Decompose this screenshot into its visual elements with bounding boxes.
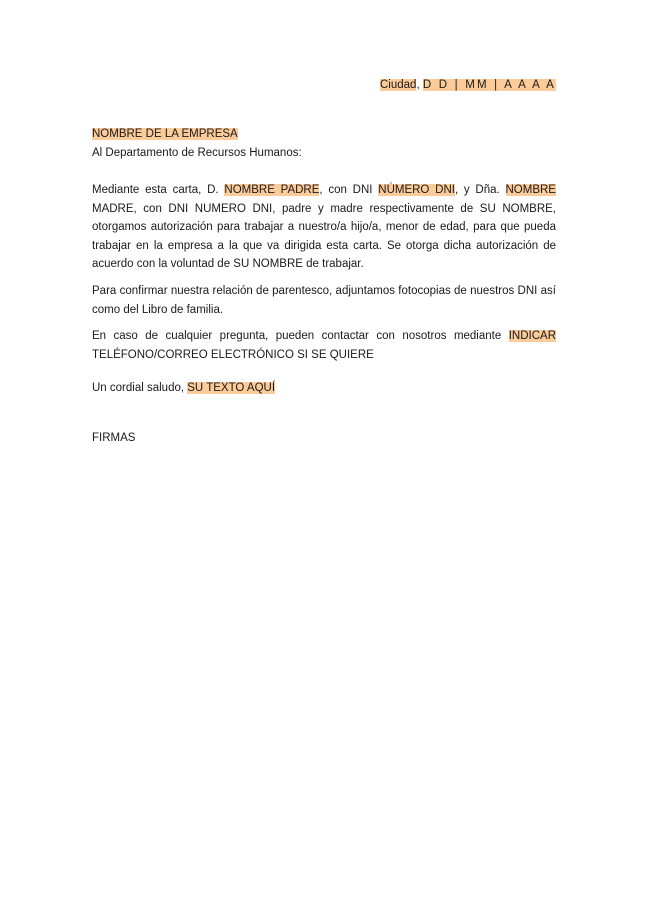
father-name-placeholder: NOMBRE PADRE: [224, 184, 320, 196]
dni-placeholder: NÚMERO DNI: [378, 184, 455, 196]
paragraph-authorization: [92, 181, 556, 274]
mother-name-placeholder: NOMBRE: [505, 184, 556, 196]
company-name-placeholder: NOMBRE DE LA EMPRESA: [92, 128, 238, 140]
closing-placeholder: SU TEXTO AQUÍ: [187, 382, 276, 394]
signatures-label: FIRMAS: [92, 432, 136, 444]
para3-text-1: En caso de cualquier pregunta, pueden contactar con nosotros mediante: [92, 330, 509, 342]
para1-text-2: , con DNI: [319, 184, 379, 196]
department-line: Al Departamento de Recursos Humanos:: [92, 147, 302, 159]
closing-text: Un cordial saludo,: [92, 382, 188, 394]
city-placeholder: Ciudad: [380, 79, 417, 91]
paragraph-relationship: Para confirmar nuestra relación de parentesco, adjuntamos fotocopias de nuestros DNI así como del Libro de familia.: [92, 285, 556, 316]
para3-text-2: TELÉFONO/CORREO ELECTRÓNICO SI SE QUIERE: [92, 348, 374, 361]
contact-placeholder: INDICAR: [508, 330, 556, 342]
date-line: [380, 77, 556, 93]
date-separator: ,: [416, 79, 423, 91]
para1-text-4: MADRE, con DNI NUMERO DNI, padre y madre respectivamente de SU NOMBRE, otorgamos autorización para trabajar a nuestro/a hijo/a, menor de edad, para que pueda trabajar en la empresa a la que va dirigida esta carta. Se otorga dicha autorización de acuerdo con la voluntad de SU NOMBRE de trabajar.: [92, 202, 556, 270]
para1-text-1: Mediante esta carta, D.: [92, 184, 225, 196]
closing-line: [92, 379, 556, 398]
company-line: [92, 125, 556, 144]
date-placeholder: D D | MM | A A A A: [422, 79, 556, 91]
para1-text-3: , y Dña.: [454, 184, 506, 196]
paragraph-contact: [92, 327, 556, 364]
